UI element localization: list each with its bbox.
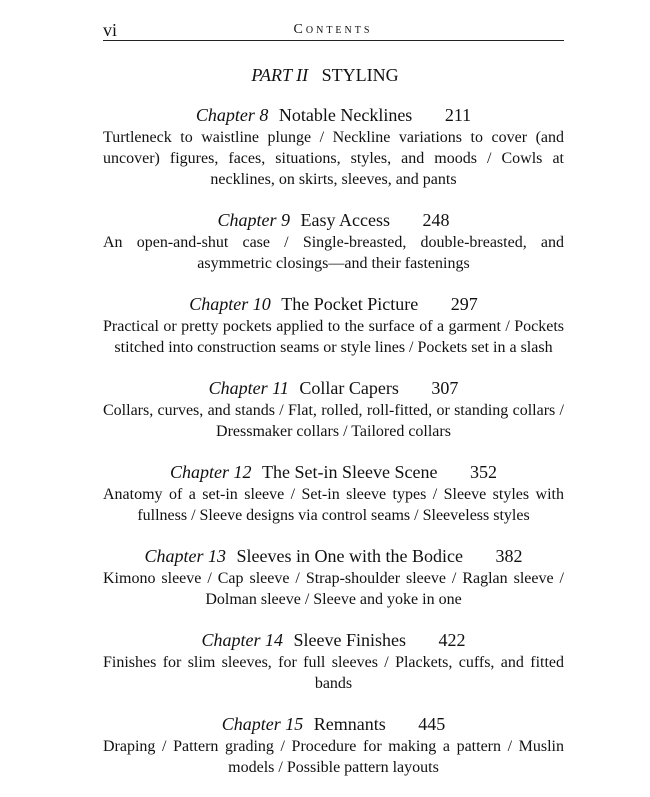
chapter-description: Turtleneck to waistline plunge / Neckline variations to cover (and uncover) figures, faces, situations, styles, and moods / Cowls at necklines, on skirts, sleeves, and pants xyxy=(103,129,564,188)
chapter-page: 352 xyxy=(469,462,497,482)
chapter-heading xyxy=(103,629,564,651)
chapter-heading xyxy=(103,713,564,735)
chapter-entry-10[interactable] xyxy=(103,293,564,358)
chapter-label: Chapter 9 xyxy=(217,210,291,230)
chapter-title: Easy Access xyxy=(300,210,390,230)
chapter-title: Sleeve Finishes xyxy=(293,630,406,650)
chapter-entry-13[interactable] xyxy=(103,545,564,610)
page-number: vi xyxy=(103,20,118,40)
chapter-label: Chapter 15 xyxy=(221,714,304,734)
chapter-description: Draping / Pattern grading / Procedure for making a pattern / Muslin models / Possible pattern layouts xyxy=(103,738,564,776)
chapter-heading xyxy=(103,209,564,231)
chapter-title: The Pocket Picture xyxy=(281,294,419,314)
chapter-page: 445 xyxy=(418,714,446,734)
chapter-description: Kimono sleeve / Cap sleeve / Strap-shoulder sleeve / Raglan sleeve / Dolman sleeve / Sleeve and yoke in one xyxy=(103,570,564,608)
chapter-description: An open-and-shut case / Single-breasted, double-breasted, and asymmetric closings—and their fastenings xyxy=(103,234,564,272)
chapter-page: 297 xyxy=(450,294,478,314)
chapter-heading xyxy=(103,104,564,126)
chapter-description: Finishes for slim sleeves, for full sleeves / Plackets, cuffs, and fitted bands xyxy=(103,654,564,692)
part-label: PART II xyxy=(251,65,309,85)
chapter-title: Remnants xyxy=(313,714,386,734)
part-name: STYLING xyxy=(321,65,399,85)
chapter-title: Collar Capers xyxy=(299,378,399,398)
chapter-label: Chapter 11 xyxy=(208,378,289,398)
chapter-entry-8[interactable] xyxy=(103,104,564,190)
chapter-page: 307 xyxy=(431,378,459,398)
running-head: Contents xyxy=(293,22,373,37)
chapter-title: The Set-in Sleeve Scene xyxy=(262,462,438,482)
chapter-entry-14[interactable] xyxy=(103,629,564,694)
chapter-label: Chapter 10 xyxy=(189,294,271,314)
chapter-entry-11[interactable] xyxy=(103,377,564,442)
chapter-entry-12[interactable] xyxy=(103,461,564,526)
chapter-entry-15[interactable] xyxy=(103,713,564,778)
chapter-description: Anatomy of a set-in sleeve / Set-in sleeve types / Sleeve styles with fullness / Sleeve designs via control seams / Sleeveless styles xyxy=(103,486,564,524)
chapter-heading xyxy=(103,545,564,567)
chapter-description: Practical or pretty pockets applied to the surface of a garment / Pockets stitched into construction seams or style lines / Pockets set in a slash xyxy=(103,318,564,356)
chapter-label: Chapter 14 xyxy=(201,630,283,650)
chapter-label: Chapter 12 xyxy=(170,462,252,482)
chapter-description: Collars, curves, and stands / Flat, rolled, roll-fitted, or standing collars / Dressmaker collars / Tailored collars xyxy=(103,402,564,440)
page-header xyxy=(103,14,563,40)
chapter-page: 211 xyxy=(444,105,472,125)
chapter-page: 382 xyxy=(495,546,523,566)
chapter-entry-9[interactable] xyxy=(103,209,564,274)
chapter-heading xyxy=(103,377,564,399)
chapter-page: 422 xyxy=(438,630,466,650)
chapter-title: Notable Necklines xyxy=(278,105,413,125)
chapter-heading xyxy=(103,461,564,483)
header-rule xyxy=(103,40,564,41)
chapter-page: 248 xyxy=(422,210,450,230)
chapter-list xyxy=(103,104,564,797)
chapter-label: Chapter 13 xyxy=(144,546,227,566)
chapter-heading xyxy=(103,293,564,315)
part-title xyxy=(0,64,650,86)
chapter-label: Chapter 8 xyxy=(195,105,269,125)
chapter-title: Sleeves in One with the Bodice xyxy=(236,546,463,566)
